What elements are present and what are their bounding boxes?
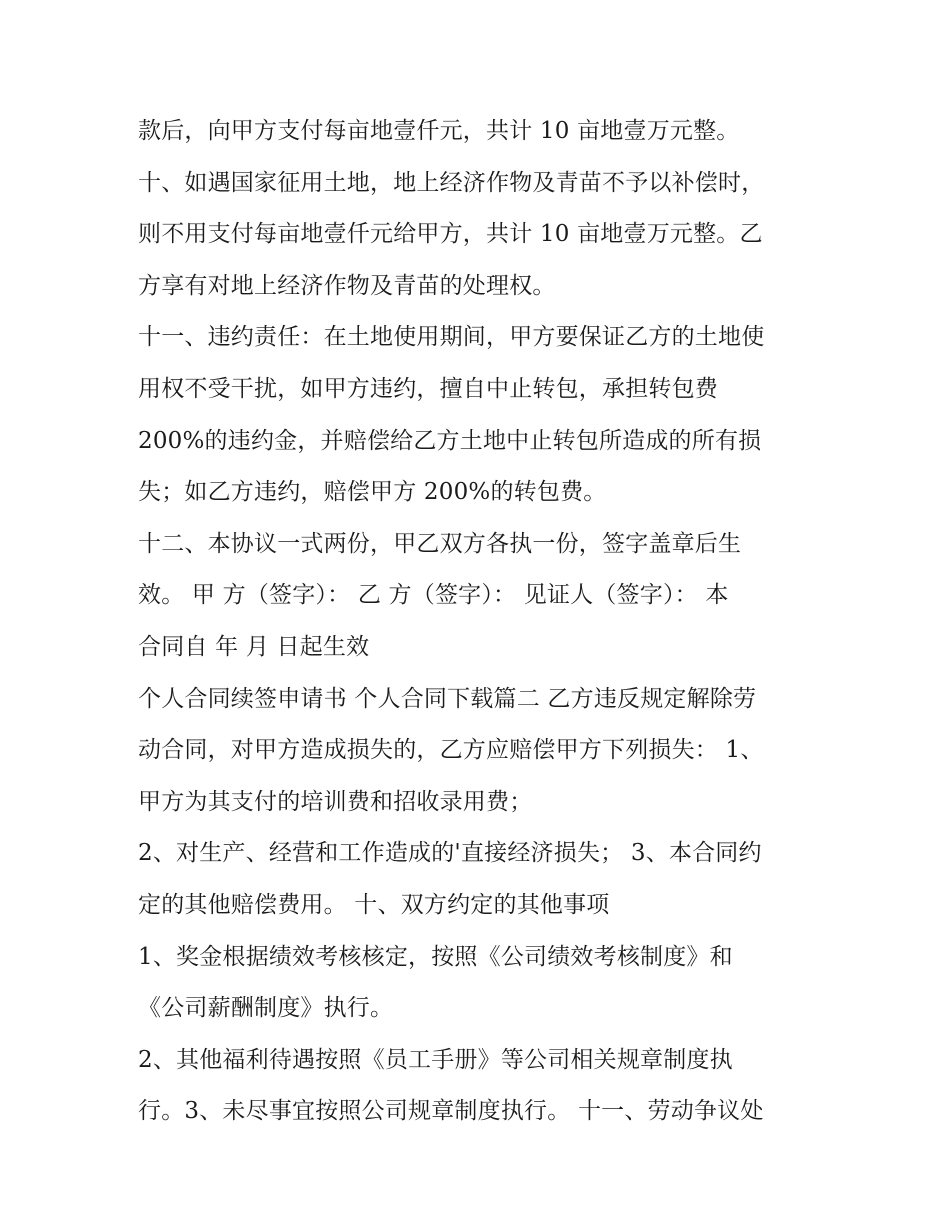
text-line: 2、对生产、经营和工作造成的'直接经济损失； 3、本合同约 bbox=[138, 840, 762, 867]
text-line: 1、奖金根据绩效考核核定，按照《公司绩效考核制度》和 bbox=[138, 943, 733, 970]
text-line: 款后，向甲方支付每亩地壹仟元，共计 10 亩地壹万元整。 bbox=[138, 118, 740, 144]
text-line: 则不用支付每亩地壹仟元给甲方，共计 10 亩地壹万元整。乙 bbox=[138, 221, 763, 248]
text-line: 个人合同续签申请书 个人合同下载篇二 乙方违反规定解除劳 bbox=[138, 685, 757, 712]
text-line: 2、其他福利待遇按照《员工手册》等公司相关规章制度执 bbox=[138, 1046, 733, 1073]
text-line: 十、如遇国家征用土地，地上经济作物及青苗不予以补偿时， bbox=[138, 169, 765, 196]
text-line: 行。3、未尽事宜按照公司规章制度执行。 十一、劳动争议处 bbox=[138, 1098, 764, 1125]
text-line: 用权不受干扰，如甲方违约，擅自中止转包，承担转包费 bbox=[138, 375, 718, 402]
document-body bbox=[138, 106, 828, 1138]
text-line: 十一、违约责任：在土地使用期间，甲方要保证乙方的土地使 bbox=[138, 324, 765, 351]
text-line: 效。 甲 方（签字）： 乙 方（签字）： 见证人（签字）： 本 bbox=[138, 582, 729, 609]
text-line: 甲方为其支付的培训费和招收录用费； bbox=[138, 788, 533, 815]
text-line: 合同自 年 月 日起生效 bbox=[138, 633, 370, 660]
text-line: 方享有对地上经济作物及青苗的处理权。 bbox=[138, 272, 556, 299]
text-line: 200%的违约金，并赔偿给乙方土地中止转包所造成的所有损 bbox=[138, 427, 762, 454]
text-line: 失；如乙方违约，赔偿甲方 200%的转包费。 bbox=[138, 479, 607, 506]
text-line: 《公司薪酬制度》执行。 bbox=[138, 995, 394, 1022]
text-line: 动合同，对甲方造成损失的，乙方应赔偿甲方下列损失： 1、 bbox=[138, 737, 764, 764]
text-line: 十二、本协议一式两份，甲乙双方各执一份，签字盖章后生 bbox=[138, 530, 742, 557]
text-line: 定的其他赔偿费用。 十、双方约定的其他事项 bbox=[138, 891, 610, 918]
